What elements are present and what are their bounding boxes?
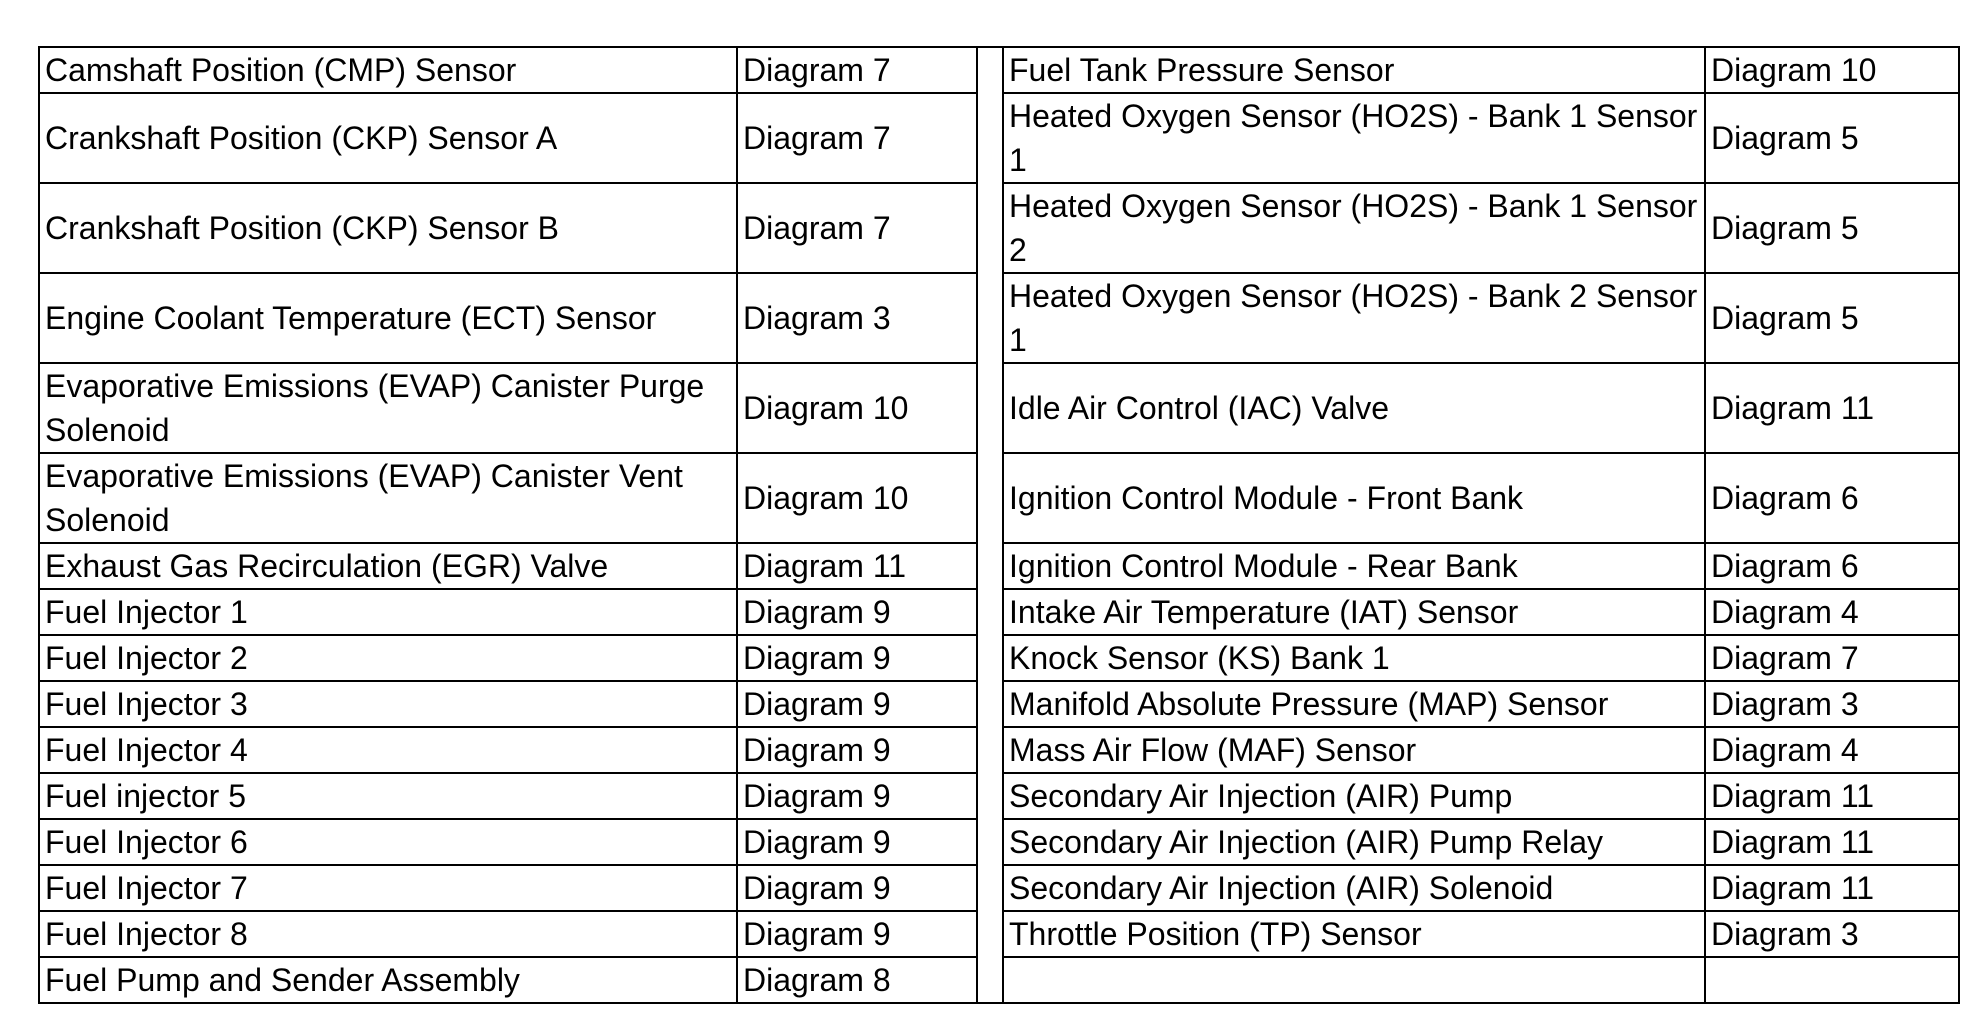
left-diagram-cell: Diagram 7 (737, 93, 977, 183)
left-diagram-cell: Diagram 9 (737, 819, 977, 865)
table-row (39, 773, 1959, 819)
left-component-cell: Fuel Injector 6 (39, 819, 737, 865)
column-gap (977, 363, 1003, 453)
table-row (39, 681, 1959, 727)
table-row (39, 589, 1959, 635)
right-component-cell: Mass Air Flow (MAF) Sensor (1003, 727, 1705, 773)
left-component-cell: Evaporative Emissions (EVAP) Canister Purge Solenoid (39, 363, 737, 453)
left-component-cell: Engine Coolant Temperature (ECT) Sensor (39, 273, 737, 363)
left-diagram-cell: Diagram 3 (737, 273, 977, 363)
left-component-cell: Fuel Injector 2 (39, 635, 737, 681)
column-gap (977, 93, 1003, 183)
left-diagram-cell: Diagram 9 (737, 727, 977, 773)
right-diagram-cell: Diagram 11 (1705, 773, 1959, 819)
column-gap (977, 543, 1003, 589)
right-diagram-cell: Diagram 10 (1705, 47, 1959, 93)
left-diagram-cell: Diagram 7 (737, 47, 977, 93)
table-row (39, 183, 1959, 273)
left-diagram-cell: Diagram 9 (737, 635, 977, 681)
right-component-cell: Fuel Tank Pressure Sensor (1003, 47, 1705, 93)
column-gap (977, 957, 1003, 1003)
right-component-cell: Intake Air Temperature (IAT) Sensor (1003, 589, 1705, 635)
right-component-cell: Knock Sensor (KS) Bank 1 (1003, 635, 1705, 681)
column-gap (977, 183, 1003, 273)
column-gap (977, 819, 1003, 865)
left-diagram-cell: Diagram 9 (737, 865, 977, 911)
table-row (39, 47, 1959, 93)
left-component-cell: Fuel Pump and Sender Assembly (39, 957, 737, 1003)
left-diagram-cell: Diagram 10 (737, 363, 977, 453)
right-diagram-cell: Diagram 5 (1705, 273, 1959, 363)
right-component-cell: Ignition Control Module - Rear Bank (1003, 543, 1705, 589)
left-diagram-cell: Diagram 11 (737, 543, 977, 589)
column-gap (977, 911, 1003, 957)
table-row (39, 93, 1959, 183)
right-component-cell: Secondary Air Injection (AIR) Solenoid (1003, 865, 1705, 911)
left-diagram-cell: Diagram 10 (737, 453, 977, 543)
right-diagram-cell: Diagram 3 (1705, 681, 1959, 727)
table-row (39, 819, 1959, 865)
right-component-cell: Heated Oxygen Sensor (HO2S) - Bank 1 Sensor 1 (1003, 93, 1705, 183)
column-gap (977, 773, 1003, 819)
component-diagram-index-table (38, 46, 1960, 1004)
right-diagram-cell: Diagram 11 (1705, 819, 1959, 865)
table-row (39, 727, 1959, 773)
right-diagram-cell: Diagram 11 (1705, 865, 1959, 911)
table-row (39, 865, 1959, 911)
left-diagram-cell: Diagram 9 (737, 589, 977, 635)
right-component-cell: Ignition Control Module - Front Bank (1003, 453, 1705, 543)
left-component-cell: Crankshaft Position (CKP) Sensor B (39, 183, 737, 273)
left-component-cell: Fuel Injector 3 (39, 681, 737, 727)
right-component-cell: Heated Oxygen Sensor (HO2S) - Bank 2 Sensor 1 (1003, 273, 1705, 363)
right-diagram-cell: Diagram 3 (1705, 911, 1959, 957)
left-component-cell: Exhaust Gas Recirculation (EGR) Valve (39, 543, 737, 589)
table-row (39, 363, 1959, 453)
left-component-cell: Fuel Injector 4 (39, 727, 737, 773)
right-component-cell (1003, 957, 1705, 1003)
column-gap (977, 865, 1003, 911)
column-gap (977, 47, 1003, 93)
right-component-cell: Idle Air Control (IAC) Valve (1003, 363, 1705, 453)
left-diagram-cell: Diagram 9 (737, 681, 977, 727)
table-row (39, 273, 1959, 363)
left-component-cell: Crankshaft Position (CKP) Sensor A (39, 93, 737, 183)
right-diagram-cell: Diagram 7 (1705, 635, 1959, 681)
right-diagram-cell (1705, 957, 1959, 1003)
right-component-cell: Secondary Air Injection (AIR) Pump Relay (1003, 819, 1705, 865)
right-diagram-cell: Diagram 4 (1705, 589, 1959, 635)
left-diagram-cell: Diagram 7 (737, 183, 977, 273)
right-component-cell: Manifold Absolute Pressure (MAP) Sensor (1003, 681, 1705, 727)
left-component-cell: Camshaft Position (CMP) Sensor (39, 47, 737, 93)
table-row (39, 635, 1959, 681)
right-component-cell: Secondary Air Injection (AIR) Pump (1003, 773, 1705, 819)
table-row (39, 543, 1959, 589)
column-gap (977, 635, 1003, 681)
right-diagram-cell: Diagram 5 (1705, 93, 1959, 183)
right-component-cell: Throttle Position (TP) Sensor (1003, 911, 1705, 957)
left-diagram-cell: Diagram 9 (737, 773, 977, 819)
column-gap (977, 727, 1003, 773)
table-row (39, 911, 1959, 957)
column-gap (977, 453, 1003, 543)
table-body (39, 47, 1959, 1003)
left-component-cell: Fuel Injector 7 (39, 865, 737, 911)
right-diagram-cell: Diagram 6 (1705, 543, 1959, 589)
left-component-cell: Evaporative Emissions (EVAP) Canister Vent Solenoid (39, 453, 737, 543)
right-component-cell: Heated Oxygen Sensor (HO2S) - Bank 1 Sensor 2 (1003, 183, 1705, 273)
column-gap (977, 273, 1003, 363)
table-row (39, 957, 1959, 1003)
left-component-cell: Fuel Injector 1 (39, 589, 737, 635)
column-gap (977, 681, 1003, 727)
left-component-cell: Fuel injector 5 (39, 773, 737, 819)
left-diagram-cell: Diagram 9 (737, 911, 977, 957)
right-diagram-cell: Diagram 4 (1705, 727, 1959, 773)
table-row (39, 453, 1959, 543)
left-diagram-cell: Diagram 8 (737, 957, 977, 1003)
right-diagram-cell: Diagram 6 (1705, 453, 1959, 543)
right-diagram-cell: Diagram 5 (1705, 183, 1959, 273)
column-gap (977, 589, 1003, 635)
left-component-cell: Fuel Injector 8 (39, 911, 737, 957)
right-diagram-cell: Diagram 11 (1705, 363, 1959, 453)
